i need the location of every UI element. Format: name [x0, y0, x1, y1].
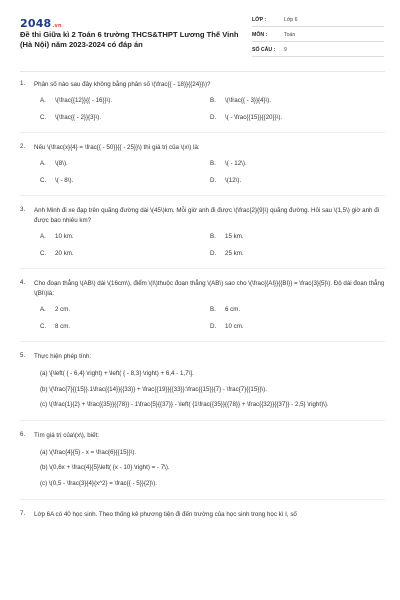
- meta-label: LỚP :: [252, 17, 267, 23]
- question-2: [20, 143, 385, 196]
- question-list: [20, 80, 385, 540]
- question-5: [20, 352, 385, 421]
- question-7: [20, 510, 385, 530]
- option-a[interactable]: [40, 96, 210, 105]
- site-logo[interactable]: [20, 17, 62, 30]
- option-key: A.: [40, 160, 46, 167]
- question-1: [20, 80, 385, 133]
- question-number: 3.: [20, 206, 26, 213]
- question-4: [20, 279, 385, 342]
- option-key: B.: [210, 97, 216, 104]
- option-text: 2 cm.: [55, 306, 71, 313]
- answer-options: [40, 305, 385, 331]
- option-text: \( - 8\).: [55, 177, 74, 184]
- option-d[interactable]: [210, 322, 380, 331]
- option-a[interactable]: [40, 232, 210, 241]
- option-key: B.: [210, 306, 216, 313]
- question-number: 2.: [20, 143, 26, 150]
- question-number: 4.: [20, 279, 26, 286]
- exam-title: Đề thi Giữa kì 2 Toán 6 trường THCS&THPT Lương Thế Vinh (Hà Nội) năm 2023-2024 có đáp án: [20, 30, 239, 50]
- option-c[interactable]: [40, 322, 210, 331]
- option-text: \(\frac{{ - 3}}{4}\).: [225, 97, 272, 104]
- question-3: [20, 206, 385, 269]
- option-key: A.: [40, 97, 46, 104]
- option-text: \(\frac{{ - 2}}{3}\).: [55, 114, 102, 121]
- option-key: C.: [40, 323, 47, 330]
- option-text: 8 cm.: [55, 323, 71, 330]
- question-text: Anh Minh đi xe đạp trên quãng đường dài \(45\)km. Mỗi giờ anh đi được \(\frac{2}{9}\) quãng đường. Hỏi sau \(1,5\) giờ anh đi được bao nhiêu km?: [34, 207, 380, 224]
- question-text: Lớp 6A có 40 học sinh. Theo thống kê phương tiện đi đến trường của học sinh trong học kì I, số: [34, 510, 297, 518]
- answer-options: [40, 159, 385, 185]
- option-c[interactable]: [40, 176, 210, 185]
- option-text: \( - 12\).: [225, 160, 247, 167]
- option-key: B.: [210, 233, 216, 240]
- option-key: C.: [40, 114, 47, 121]
- option-key: D.: [210, 114, 217, 121]
- document-header: [0, 0, 400, 72]
- option-text: \(\frac{{12}}{{ - 16}}\).: [55, 97, 113, 104]
- answer-options: [40, 96, 385, 122]
- option-d[interactable]: [210, 249, 380, 258]
- question-number: 1.: [20, 80, 26, 87]
- meta-row-subject: [252, 29, 384, 42]
- meta-label: MÔN :: [252, 32, 268, 38]
- question-text: Tìm giá trị của\(x\), biết:: [34, 431, 99, 439]
- option-b[interactable]: [210, 96, 380, 105]
- meta-label: SỐ CÂU :: [252, 47, 276, 53]
- option-text: \(12\).: [225, 177, 242, 184]
- sub-question-c: (c) \(\frac{1}{2} + \frac{{35}}{{78}} - 1\frac{5}{{37}} - \left( {1\frac{{35}}{{78}} + \frac{{32}}{{37}} - 2,5} \right)\).: [40, 401, 329, 409]
- meta-row-count: [252, 44, 384, 57]
- option-d[interactable]: [210, 113, 380, 122]
- option-key: A.: [40, 233, 46, 240]
- option-c[interactable]: [40, 113, 210, 122]
- option-text: 10 km.: [55, 233, 74, 240]
- logo-suffix: .vn: [52, 23, 62, 29]
- option-text: 10 cm.: [225, 323, 244, 330]
- option-b[interactable]: [210, 159, 380, 168]
- option-key: B.: [210, 160, 216, 167]
- option-d[interactable]: [210, 176, 380, 185]
- question-number: 5.: [20, 352, 26, 359]
- option-b[interactable]: [210, 232, 380, 241]
- question-number: 7.: [20, 509, 26, 517]
- header-divider: [20, 71, 385, 72]
- question-text: Thực hiện phép tính:: [34, 353, 92, 360]
- option-c[interactable]: [40, 249, 210, 258]
- question-text: Phân số nào sau đây không bằng phân số \(\frac{{ - 18}}{{24}}\)?: [34, 81, 211, 88]
- sub-question-a: (a) \[\left( { - 6,4} \right) + \left( { - 8,3} \right) + 6,4 - 1,7\].: [40, 370, 194, 377]
- option-key: D.: [210, 250, 217, 257]
- option-text: 6 cm.: [225, 306, 241, 313]
- sub-question-a: (a) \(\frac{4}{5} - x = \frac{6}{{15}}\).: [40, 448, 137, 456]
- option-text: 15 km.: [225, 233, 244, 240]
- logo-text: 2048: [20, 17, 52, 30]
- answer-options: [40, 232, 385, 258]
- meta-row-class: [252, 14, 384, 27]
- option-key: A.: [40, 306, 46, 313]
- sub-question-b: (b) \(\frac{7}{{15}}.1\frac{{14}}{{33}} + \frac{{19}}{{33}}:\frac{{15}}{7} - \frac{7}{{15}}\).: [40, 385, 267, 393]
- option-key: C.: [40, 177, 47, 184]
- option-key: D.: [210, 177, 217, 184]
- option-key: D.: [210, 323, 217, 330]
- option-b[interactable]: [210, 305, 380, 314]
- question-6: [20, 431, 385, 500]
- option-text: 25 km.: [225, 250, 244, 257]
- sub-question-c: (c) \(0,5 - \frac{3}{4}{x^2} = \frac{{ - 5}}{2}\).: [40, 479, 157, 487]
- option-text: \(8\).: [55, 160, 68, 167]
- meta-value: Toán: [284, 32, 296, 38]
- meta-value: 9: [284, 47, 287, 53]
- option-a[interactable]: [40, 159, 210, 168]
- meta-value: Lớp 6: [284, 17, 298, 23]
- option-text: 20 km.: [55, 250, 74, 257]
- question-number: 6.: [20, 430, 26, 438]
- question-text: Nếu \(\frac{x}{4} = \frac{{ - 50}}{{ - 25}}\) thì giá trị của \(x\) là:: [34, 144, 200, 151]
- option-a[interactable]: [40, 305, 210, 314]
- exam-meta: [252, 14, 384, 59]
- question-text: Cho đoạn thẳng \(AB\) dài \(16cm\), điểm \(I\)thuộc đoạn thẳng \(AB\) sao cho \(\frac{{AI}}{{BI}} = \frac{3}{5}\). Độ dài đoạn thẳng \(BI\)là:: [34, 280, 385, 297]
- option-key: C.: [40, 250, 47, 257]
- option-text: \( - \frac{{15}}{{20}}\).: [225, 114, 283, 121]
- sub-question-b: (b) \(0,6x + \frac{4}{5}\left( {x - 10} \right) = - 7\).: [40, 464, 170, 472]
